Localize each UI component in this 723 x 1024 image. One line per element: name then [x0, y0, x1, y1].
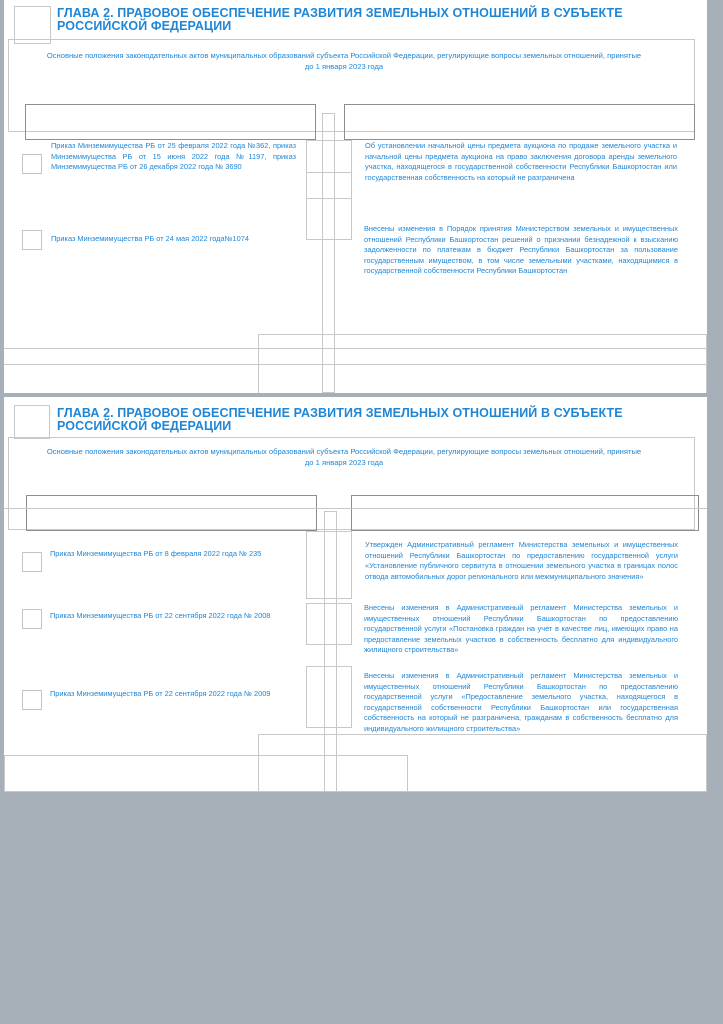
title-marker-box	[14, 405, 50, 439]
row-marker	[22, 690, 42, 710]
order-description: Внесены изменения в Административный регламент Министерства земельных и имущественных отношений Республики Башкортостан по предоставлению государственной услуги «Постановка граждан на учет в качестве лиц, имеющих право на предоставление земельных участков в собственность бесплатно для индивидуального жилищного строительства»	[364, 603, 678, 654]
connector-frame	[306, 666, 352, 728]
row-marker	[22, 154, 42, 174]
page-subtitle: Основные положения законодательных актов муниципальных образований субъекта Российской Федерации, регулирующие вопросы земельных отношений, принятые до 1 января 2023 года	[46, 51, 642, 71]
page-title: ГЛАВА 2. ПРАВОВОЕ ОБЕСПЕЧЕНИЕ РАЗВИТИЯ ЗЕМЕЛЬНЫХ ОТНОШЕНИЙ В СУБЪЕКТЕ РОССИЙСКОЙ ФЕДЕРАЦИИ	[57, 406, 623, 433]
left-header-frame	[25, 104, 316, 140]
right-header-frame	[351, 495, 699, 531]
connector-frame	[306, 531, 352, 599]
slide-2	[4, 397, 707, 792]
order-description: Внесены изменения в Порядок принятия Министерством земельных и имущественных отношений Республики Башкортостан решений о признании безнадежной к взысканию задолженности по платежам в бюджет Республики Башкортостан за пользование государственным имуществом, в том числе земельными участками, находящимися в государственной собственности Республики Башкортостан	[364, 224, 678, 275]
connector-frame	[306, 140, 352, 240]
order-description: Внесены изменения в Административный регламент Министерства земельных и имущественных отношений Республики Башкортостан по предоставлению государственной услуги «Предоставление земельного участка, находящегося в государственной собственности Республики Башкортостан или государственная собственность на который не разграничена, гражданам в собственность бесплатно для индивидуального жилищного строительства»	[364, 671, 678, 733]
row-marker	[22, 552, 42, 572]
slide-1	[4, 0, 707, 393]
right-header-frame	[344, 104, 695, 140]
order-text: Приказ Минземимущества РБ от 25 февраля 2022 года №362, приказ Минземимущества РБ от 15 июня 2022 года №1197, приказ Минземимущества РБ от 26 декабря 2022 года № 3690	[51, 141, 296, 171]
left-header-frame	[26, 495, 317, 531]
page-subtitle: Основные положения законодательных актов муниципальных образований субъекта Российской Федерации, регулирующие вопросы земельных отношений, принятые до 1 января 2023 года	[46, 447, 642, 467]
order-description: Об установлении начальной цены предмета аукциона по продаже земельного участка и начальной цены предмета аукциона на право заключения договора аренды земельного участка, находящегося в государственной собственности Республики Башкортостан или государственная собственность на который не разграничена	[365, 141, 677, 182]
row-marker	[22, 609, 42, 629]
page-title: ГЛАВА 2. ПРАВОВОЕ ОБЕСПЕЧЕНИЕ РАЗВИТИЯ ЗЕМЕЛЬНЫХ ОТНОШЕНИЙ В СУБЪЕКТЕ РОССИЙСКОЙ ФЕДЕРАЦИИ	[57, 6, 623, 33]
order-text: Приказ Минземимущества РБ от 24 мая 2022 года№1074	[51, 234, 249, 243]
order-text: Приказ Минземимущества РБ от 22 сентября 2022 года № 2008	[50, 611, 271, 620]
connector-frame	[306, 603, 352, 645]
row-marker	[22, 230, 42, 250]
order-text: Приказ Минземимущества РБ от 22 сентября 2022 года № 2009	[50, 689, 271, 698]
footer-frame	[4, 755, 408, 792]
order-text: Приказ Минземимущества РБ от 8 февраля 2022 года № 235	[50, 549, 262, 558]
order-description: Утвержден Административный регламент Министерства земельных и имущественных отношений Республики Башкортостан по предоставлению государственной услуги «Установление публичного сервитута в отношении земельного участка в границах полос отвода автомобильных дорог регионального или межмуниципального значения»	[365, 540, 678, 581]
